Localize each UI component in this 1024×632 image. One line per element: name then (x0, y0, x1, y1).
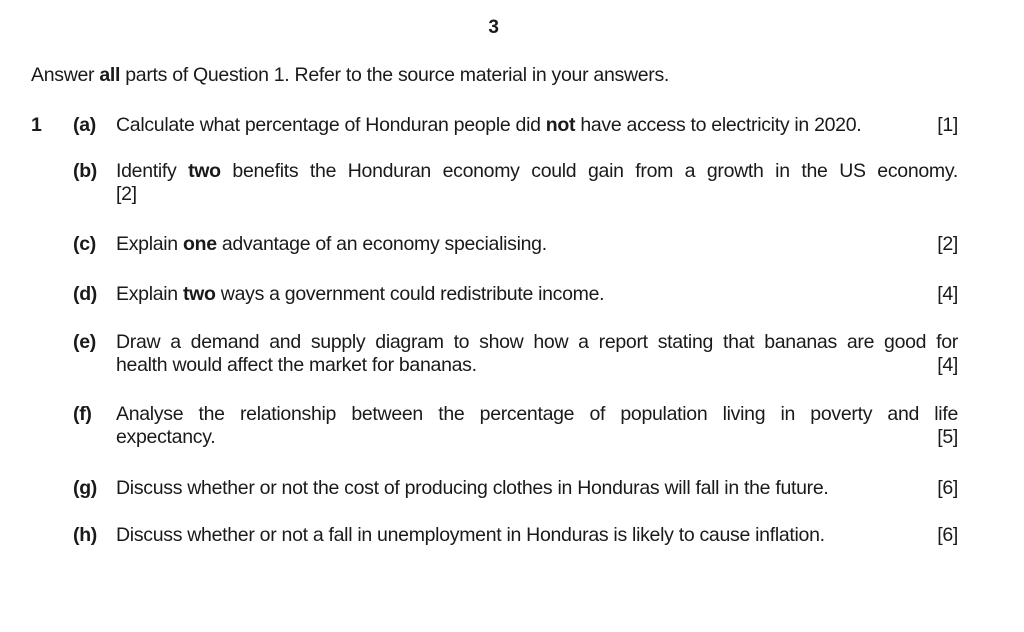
question-part-c (73, 233, 958, 256)
mark-allocation: [5] (937, 426, 958, 448)
part-text: Discuss whether or not a fall in unemployment in Honduras is likely to cause inflation. (116, 524, 825, 546)
mark-allocation: [2] (116, 183, 137, 205)
part-label: (c) (73, 233, 96, 255)
part-text: Calculate what percentage of Honduran people did not have access to electricity in 2020. (116, 114, 862, 136)
mark-allocation: [6] (937, 524, 958, 546)
mark-allocation: [6] (937, 477, 958, 499)
part-text-line-1: Analyse the relationship between the percentage of population living in poverty and life (116, 403, 958, 425)
mark-allocation: [4] (937, 354, 958, 376)
page-number: 3 (488, 17, 499, 38)
part-label: (a) (73, 114, 96, 136)
question-part-e (73, 331, 958, 377)
question-part-a (73, 114, 958, 137)
mark-allocation: [1] (937, 114, 958, 136)
instruction-text: Answer all parts of Question 1. Refer to the source material in your answers. (31, 64, 670, 86)
part-text: Identify two benefits the Honduran economy could gain from a growth in the US economy. (116, 160, 958, 182)
question-part-h (73, 524, 958, 547)
question-part-d (73, 283, 958, 306)
part-label: (b) (73, 160, 97, 182)
part-label: (h) (73, 524, 97, 546)
part-text-line-2: expectancy. (116, 426, 216, 448)
part-text: Explain two ways a government could redistribute income. (116, 283, 605, 305)
mark-allocation: [4] (937, 283, 958, 305)
question-part-b (73, 160, 958, 206)
part-text-line-2: health would affect the market for bananas. (116, 354, 477, 376)
question-part-f (73, 403, 958, 449)
question-part-g (73, 477, 958, 500)
part-label: (g) (73, 477, 97, 499)
part-text: Explain one advantage of an economy specialising. (116, 233, 547, 255)
part-label: (e) (73, 331, 96, 353)
part-text: Discuss whether or not the cost of producing clothes in Honduras will fall in the future. (116, 477, 829, 499)
part-label: (d) (73, 283, 97, 305)
part-text-line-1: Draw a demand and supply diagram to show how a report stating that bananas are good for (116, 331, 958, 353)
part-label: (f) (73, 403, 92, 425)
question-number: 1 (31, 114, 42, 136)
mark-allocation: [2] (937, 233, 958, 255)
